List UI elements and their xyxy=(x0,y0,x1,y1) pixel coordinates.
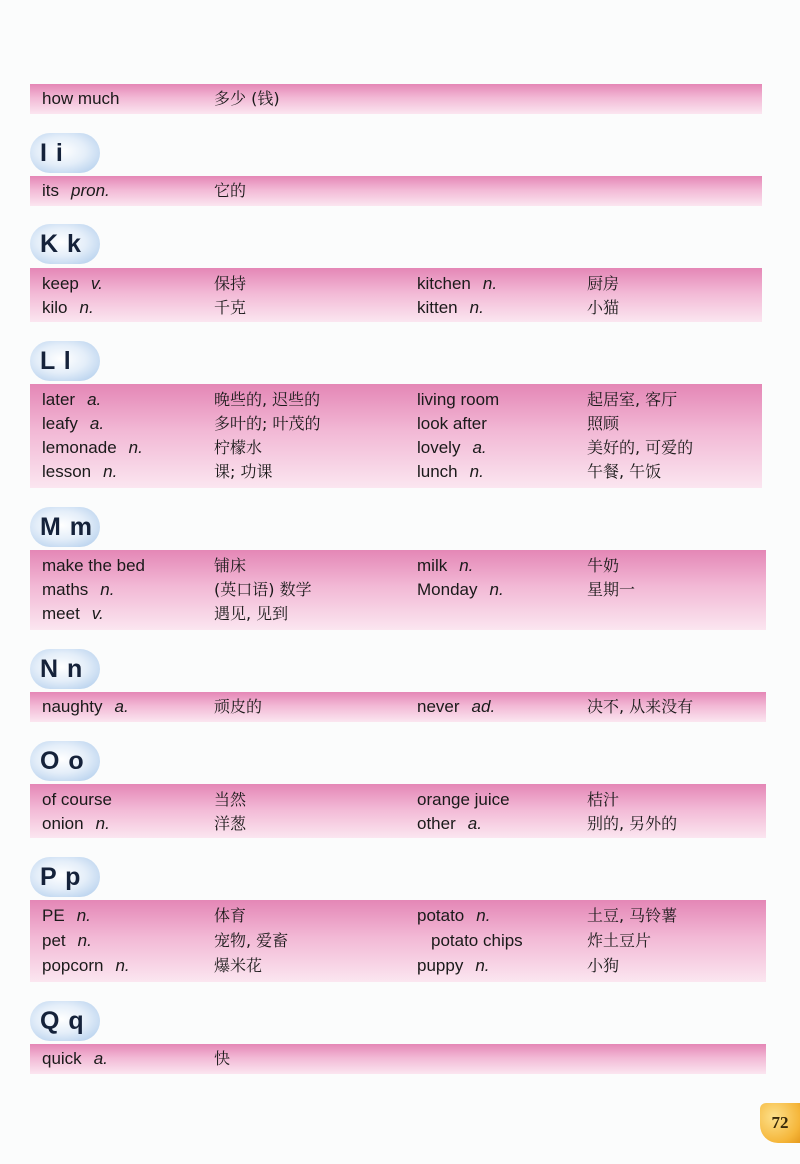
meaning: 牛奶 xyxy=(587,556,620,575)
word: popcorn n. xyxy=(42,956,130,975)
letter-heading-m: M m xyxy=(30,507,100,547)
vocab-row xyxy=(30,695,766,719)
vocab-band-n xyxy=(30,692,766,722)
letter-heading-p: P p xyxy=(30,857,100,897)
meaning: 多少 (钱) xyxy=(214,89,280,108)
vocab-band-q xyxy=(30,1044,766,1074)
vocab-row xyxy=(30,788,766,812)
word: pet n. xyxy=(42,931,92,950)
word: how much xyxy=(42,89,120,108)
part-of-speech: a. xyxy=(467,814,482,833)
word: orange juice xyxy=(417,790,510,809)
meaning: 小狗 xyxy=(587,956,620,975)
vocab-row xyxy=(30,812,766,836)
letter-heading-k: K k xyxy=(30,224,100,264)
meaning: 体育 xyxy=(214,906,247,925)
part-of-speech: a. xyxy=(472,438,487,457)
word: kitten n. xyxy=(417,298,484,317)
vocab-row xyxy=(30,602,766,626)
word: onion n. xyxy=(42,814,110,833)
vocab-row xyxy=(30,179,762,203)
part-of-speech: n. xyxy=(469,462,484,481)
vocab-row xyxy=(30,954,766,978)
vocab-row xyxy=(30,1047,766,1071)
meaning: 别的, 另外的 xyxy=(587,814,678,833)
meaning: 洋葱 xyxy=(214,814,247,833)
word: keep v. xyxy=(42,274,103,293)
part-of-speech: a. xyxy=(89,414,105,433)
letter-heading-q: Q q xyxy=(30,1001,100,1041)
part-of-speech: n. xyxy=(489,580,504,599)
word: never ad. xyxy=(417,697,496,716)
meaning: 美好的, 可爱的 xyxy=(587,438,694,457)
vocab-row xyxy=(30,578,766,602)
word: other a. xyxy=(417,814,482,833)
word: milk n. xyxy=(417,556,474,575)
vocab-band-m xyxy=(30,550,766,630)
meaning: 小猫 xyxy=(587,298,620,317)
vocab-band-p xyxy=(30,900,766,982)
meaning: 多叶的; 叶茂的 xyxy=(214,414,321,433)
word: quick a. xyxy=(42,1049,108,1068)
word: living room xyxy=(417,390,500,409)
meaning: 宠物, 爱畜 xyxy=(214,931,289,950)
part-of-speech: n. xyxy=(79,298,94,317)
vocab-row xyxy=(30,460,762,484)
part-of-speech: n. xyxy=(115,956,130,975)
word: lesson n. xyxy=(42,462,118,481)
word: PE n. xyxy=(42,906,91,925)
part-of-speech: n. xyxy=(469,298,484,317)
meaning: 决不, 从来没有 xyxy=(587,697,694,716)
part-of-speech: v. xyxy=(90,274,103,293)
word: later a. xyxy=(42,390,102,409)
part-of-speech: n. xyxy=(482,274,498,293)
word: kilo n. xyxy=(42,298,94,317)
vocab-band-o xyxy=(30,784,766,838)
meaning: 铺床 xyxy=(214,556,247,575)
part-of-speech: n. xyxy=(103,462,118,481)
part-of-speech: n. xyxy=(77,931,92,950)
vocab-row xyxy=(30,412,762,436)
meaning: 课; 功课 xyxy=(214,462,273,481)
vocab-row xyxy=(30,87,762,111)
word: puppy n. xyxy=(417,956,490,975)
word: meet v. xyxy=(42,604,104,623)
word: lunch n. xyxy=(417,462,484,481)
letter-heading-i: I i xyxy=(30,133,100,173)
word: look after xyxy=(417,414,487,433)
meaning: 顽皮的 xyxy=(214,697,263,716)
word: make the bed xyxy=(42,556,146,575)
part-of-speech: n. xyxy=(459,556,474,575)
meaning: 快 xyxy=(214,1049,231,1068)
vocab-band-l xyxy=(30,384,762,488)
vocab-band-k xyxy=(30,268,762,322)
part-of-speech: v. xyxy=(91,604,104,623)
word: Monday n. xyxy=(417,580,504,599)
part-of-speech: n. xyxy=(95,814,110,833)
meaning: 千克 xyxy=(214,298,247,317)
meaning: 当然 xyxy=(214,790,247,809)
part-of-speech: ad. xyxy=(471,697,496,716)
part-of-speech: n. xyxy=(128,438,143,457)
part-of-speech: n. xyxy=(476,906,491,925)
part-of-speech: n. xyxy=(100,580,115,599)
meaning: 晚些的, 迟些的 xyxy=(214,390,321,409)
meaning: 照顾 xyxy=(587,414,620,433)
meaning: 保持 xyxy=(214,274,247,293)
vocab-band-i xyxy=(30,176,762,206)
part-of-speech: pron. xyxy=(71,181,110,200)
meaning: 起居室, 客厅 xyxy=(587,390,678,409)
meaning: 星期一 xyxy=(587,580,636,599)
meaning: 爆米花 xyxy=(214,956,263,975)
letter-heading-n: N n xyxy=(30,649,100,689)
word: kitchen n. xyxy=(417,274,498,293)
word: of course xyxy=(42,790,112,809)
meaning: 厨房 xyxy=(587,274,620,293)
vocab-row xyxy=(30,436,762,460)
vocab-row xyxy=(30,929,766,953)
word: potato chips xyxy=(431,931,523,950)
part-of-speech: n. xyxy=(76,906,91,925)
meaning: 柠檬水 xyxy=(214,438,263,457)
vocab-row xyxy=(30,904,766,928)
word: its pron. xyxy=(42,181,110,200)
vocab-row xyxy=(30,554,766,578)
page-number: 72 xyxy=(760,1103,800,1143)
word: lemonade n. xyxy=(42,438,143,457)
word: potato n. xyxy=(417,906,491,925)
letter-heading-o: O o xyxy=(30,741,100,781)
word: lovely a. xyxy=(417,438,487,457)
letter-heading-l: L l xyxy=(30,341,100,381)
part-of-speech: n. xyxy=(475,956,490,975)
meaning: 土豆, 马铃薯 xyxy=(587,906,678,925)
part-of-speech: a. xyxy=(87,390,102,409)
word: leafy a. xyxy=(42,414,105,433)
meaning: 午餐, 午饭 xyxy=(587,462,662,481)
vocab-row xyxy=(30,272,762,296)
word: maths n. xyxy=(42,580,115,599)
meaning: 遇见, 见到 xyxy=(214,604,289,623)
word: naughty a. xyxy=(42,697,129,716)
vocab-row xyxy=(30,296,762,320)
vocab-band-h xyxy=(30,84,762,114)
meaning: (英口语) 数学 xyxy=(214,580,312,599)
vocab-row xyxy=(30,388,762,412)
meaning: 炸土豆片 xyxy=(587,931,652,950)
part-of-speech: a. xyxy=(93,1049,108,1068)
meaning: 桔汁 xyxy=(587,790,620,809)
part-of-speech: a. xyxy=(114,697,129,716)
meaning: 它的 xyxy=(214,181,247,200)
